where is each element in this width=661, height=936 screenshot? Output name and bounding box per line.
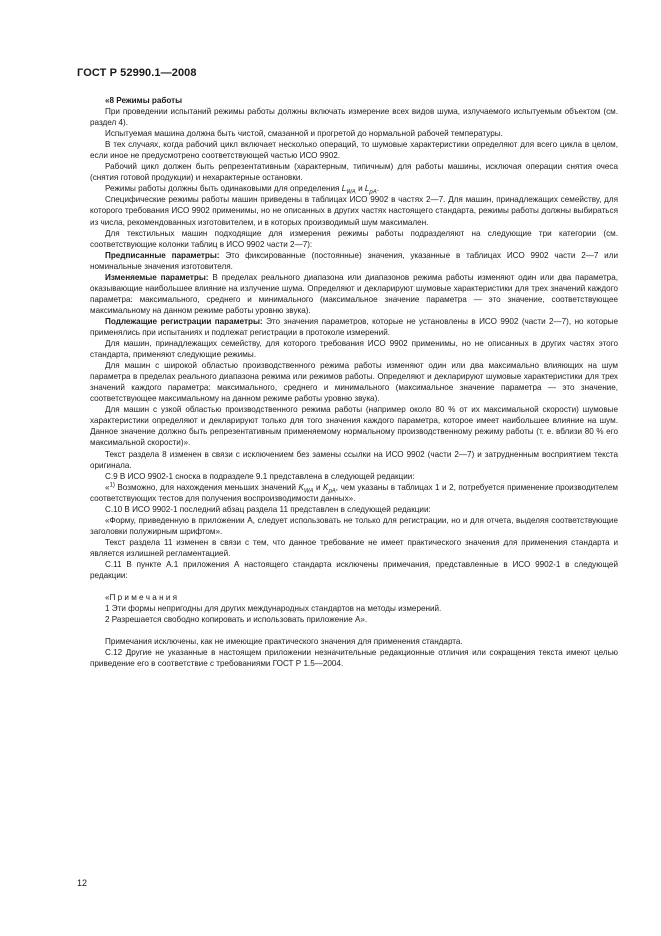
paragraph: В тех случаях, когда рабочий цикл включает несколько операций, то шумовые характеристики определяют для всего цикла в целом, если иное не предусмотрено соответствующей частью ИСО 9902. bbox=[90, 140, 618, 161]
symbol: K bbox=[323, 482, 329, 492]
symbol: L bbox=[341, 184, 347, 194]
symbol-subscript: WA bbox=[303, 488, 314, 495]
footnote-mark: 1) bbox=[109, 481, 115, 488]
symbol: L bbox=[364, 184, 370, 194]
text: и bbox=[313, 482, 324, 492]
page-number: 12 bbox=[77, 878, 88, 888]
paragraph: Текст раздела 11 изменен в связи с тем, что данное требование не имеет практического значения для применения стандарта и является излишней регламентацией. bbox=[90, 537, 618, 558]
note-heading: «П р и м е ч а н и я bbox=[105, 593, 178, 603]
paragraph: С.12 Другие не указанные в настоящем приложении незначительные редакционные отличия или сокращения текста имеют целью приведение его в соответствие с требованиями ГОСТ Р 1.5—2004. bbox=[90, 648, 618, 669]
paragraph: С.9 В ИСО 9902-1 сноска в подразделе 9.1 представлена в следующей редакции: bbox=[105, 471, 415, 481]
text: , чем указаны в таблицах 1 и 2, потребуется применение производителем соответствующих тестов для получения воспроизводимости данных». bbox=[90, 482, 619, 503]
text: и bbox=[355, 184, 365, 194]
paragraph: Текст раздела 8 изменен в связи с исключением без замены ссылки на ИСО 9902 (части 2—7) и затрудненным восприятием текста оригинала. bbox=[90, 449, 618, 470]
paragraph: Испытуемая машина должна быть чистой, смазанной и прогретой до нормальной рабочей температуры. bbox=[105, 129, 503, 139]
note-item: 2 Разрешается свободно копировать и использовать приложение А». bbox=[105, 615, 368, 625]
section-heading bbox=[90, 95, 618, 106]
symbol-subscript: pA bbox=[328, 488, 336, 495]
paragraph bbox=[90, 482, 618, 504]
symbol: K bbox=[298, 482, 304, 492]
paragraph: Специфические режимы работы машин приведены в таблицах ИСО 9902 в частях 2—7. Для машин, принадлежащих семейству, для которого требования ИСО 9902 применимы, но не описанных в других частях настоящего стандарта, режимы работы должны выбираться из числа, рекомендованных изготовителем, и в которых производимый шум максимален. bbox=[90, 195, 618, 227]
document-body bbox=[90, 95, 618, 669]
text: В пределах реального диапазона или диапазонов режима работы изменяют один или два параметра, оказывающие наибольшее влияние на излучение шума. Определяют и декларируют шумовые характеристики для трех значений каждого параметра: максимального, среднего и минимального (максимальное значение параметра — это значение, соответствующее максимальному на данном режиме работы уровню звука). bbox=[90, 272, 618, 315]
paragraph: Для машин с узкой областью производственного режима работы (например около 80 % от их максимальной скорости) шумовые характеристики определяют и декларируют только для того значения каждого параметра, которое имеет наибольшее влияние на шум. Данное значение должно быть репрезентативным применяемому нормальному производственному режиму работы (т. е. вблизи 80 % его максимальной скорости)». bbox=[90, 405, 618, 448]
text: Это значения параметров, которые не установлены в ИСО 9902 (части 2—7), но которые применялись при испытаниях и подлежат регистрации в протоколе измерений. bbox=[90, 316, 618, 337]
paragraph: С.11 В пункте А.1 приложения А настоящего стандарта исключены примечания, представленные в ИСО 9902-1 в следующей редакции: bbox=[90, 559, 618, 581]
paragraph: Примечания исключены, как не имеющие практического значения для применения стандарта. bbox=[105, 637, 463, 647]
paragraph bbox=[90, 272, 618, 316]
text: Режимы работы должны быть одинаковыми для определения bbox=[105, 184, 342, 194]
symbol-subscript: WA bbox=[346, 190, 356, 196]
section-title: Режимы работы bbox=[116, 96, 183, 105]
paragraph: С.10 В ИСО 9902-1 последний абзац раздела 11 представлен в следующей редакции: bbox=[105, 504, 431, 514]
paragraph: «Форму, приведенную в приложении А, следует использовать не только для регистрации, но и для отчета, выделяя соответствующие заголовки полужирным шрифтом». bbox=[90, 515, 618, 536]
note-item: 1 Эти формы непригодны для других международных стандартов на методы измерений. bbox=[105, 604, 442, 614]
term-label: Подлежащие регистрации параметры: bbox=[105, 316, 263, 326]
term-label: Изменяемые параметры: bbox=[105, 272, 209, 282]
paragraph bbox=[90, 183, 618, 194]
text: Это фиксированные (постоянные) значения, указанные в таблицах ИСО 9902 части 2—7 или номинальные значения изготовителя. bbox=[90, 250, 619, 271]
text: « bbox=[105, 482, 110, 492]
term-label: Предписанные параметры: bbox=[105, 250, 220, 260]
paragraph: Для машин с широкой областью производственного режима работы изменяют один или два максимально влияющих на шум параметра в пределах реального диапазона режима или режимов работы. Определяют и декларируют шумовые характеристики для трех значений каждого параметра: максимального, среднего и минимального (максимальное значение параметра — это значение, соответствующее максимальному на данном режиме работы уровню звука). bbox=[90, 361, 618, 404]
paragraph: Для текстильных машин подходящие для измерения режимы работы подразделяют на следующие три категории (см. соответствующие колонки таблиц в ИСО 9902 части 2—7): bbox=[90, 228, 618, 249]
section-open: «8 bbox=[105, 96, 117, 105]
document-header: ГОСТ Р 52990.1—2008 bbox=[77, 67, 197, 79]
text: . bbox=[376, 184, 380, 194]
paragraph bbox=[90, 250, 618, 272]
paragraph: При проведении испытаний режимы работы должны включать измерение всех видов шума, излучаемого испытуемым объектом (см. раздел 4). bbox=[90, 107, 618, 128]
symbol-subscript: pA bbox=[369, 190, 377, 196]
paragraph bbox=[90, 316, 618, 338]
paragraph: Рабочий цикл должен быть репрезентативным (характерным, типичным) для работы машины, исключая операции снятия очеса (снятия готовой продукции) и нехарактерные остановки. bbox=[90, 162, 618, 183]
paragraph: Для машин, принадлежащих семейству, для которого требования ИСО 9902 применимы, но не описанных в других частях этого стандарта, применяют следующие режимы. bbox=[90, 339, 618, 360]
text: Возможно, для нахождения меньших значений bbox=[114, 482, 299, 492]
